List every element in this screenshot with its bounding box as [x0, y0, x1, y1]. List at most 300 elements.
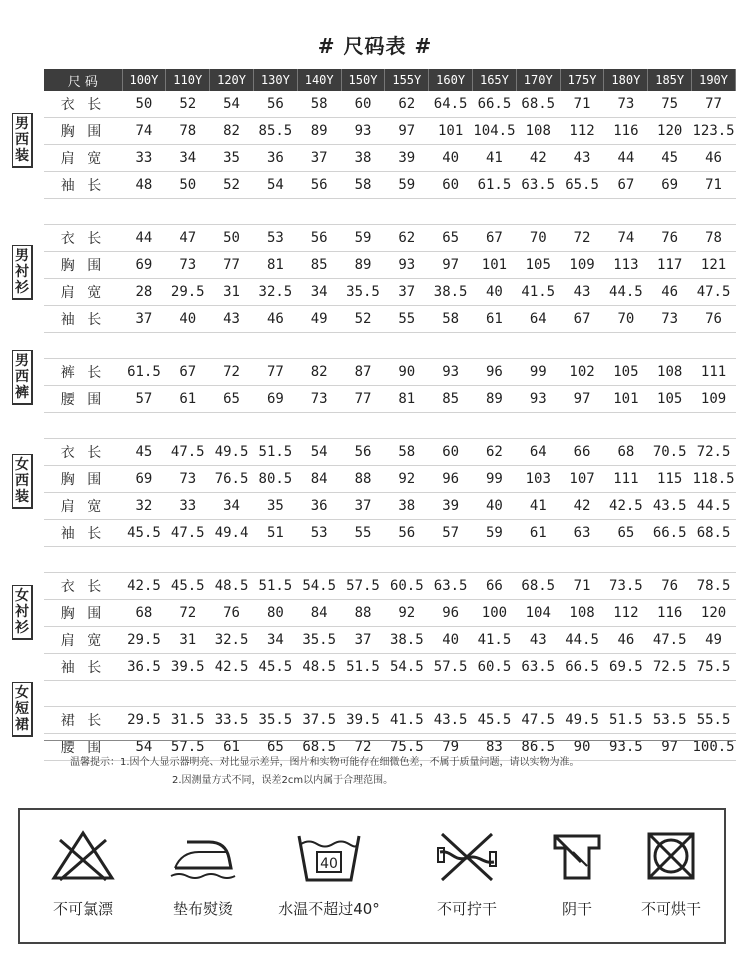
- wash-temperature-number: 40: [320, 856, 338, 872]
- measurement-value: 76: [648, 573, 692, 600]
- measurement-value: 71: [560, 573, 604, 600]
- measurement-value: 80: [253, 600, 297, 627]
- measurement-value: 78: [692, 225, 736, 252]
- measurement-value: 44.5: [560, 627, 604, 654]
- spacer-cell: [648, 681, 692, 707]
- measurement-value: 89: [297, 118, 341, 145]
- measurement-value: 121: [692, 252, 736, 279]
- measurement-value: 74: [604, 225, 648, 252]
- measurement-value: 97: [648, 734, 692, 761]
- measurement-value: 73: [297, 386, 341, 413]
- measurement-value: 41.5: [516, 279, 560, 306]
- measurement-value: 56: [385, 520, 429, 547]
- measurement-value: 73: [604, 91, 648, 118]
- measurement-value: 72: [210, 359, 254, 386]
- measurement-label: 衣 长: [44, 439, 122, 466]
- measurement-value: 48.5: [210, 573, 254, 600]
- measurement-value: 39: [429, 493, 473, 520]
- measurement-value: 37: [341, 627, 385, 654]
- measurement-label: 袖 长: [44, 306, 122, 333]
- measurement-value: 38.5: [385, 627, 429, 654]
- measurement-value: 29.5: [122, 707, 166, 734]
- measurement-value: 53: [253, 225, 297, 252]
- measurement-value: 96: [473, 359, 517, 386]
- measurement-label: 腰 围: [44, 386, 122, 413]
- spacer-cell: [473, 413, 517, 439]
- measurement-value: 67: [473, 225, 517, 252]
- header-cell: 170Y: [516, 69, 560, 91]
- measurement-value: 78: [166, 118, 210, 145]
- measurement-value: 44.5: [604, 279, 648, 306]
- measurement-value: 34: [166, 145, 210, 172]
- measurement-label: 肩 宽: [44, 493, 122, 520]
- header-cell: 130Y: [253, 69, 297, 91]
- spacer-cell: [341, 199, 385, 225]
- measurement-value: 60: [341, 91, 385, 118]
- measurement-value: 34: [253, 627, 297, 654]
- measurement-value: 38: [385, 493, 429, 520]
- spacer-cell: [122, 333, 166, 359]
- spacer-cell: [44, 199, 122, 225]
- header-cell: 100Y: [122, 69, 166, 91]
- measurement-value: 75.5: [385, 734, 429, 761]
- measurement-value: 43: [210, 306, 254, 333]
- measurement-value: 44: [122, 225, 166, 252]
- measurement-value: 116: [604, 118, 648, 145]
- measurement-value: 76.5: [210, 466, 254, 493]
- measurement-value: 28: [122, 279, 166, 306]
- measurement-label: 肩 宽: [44, 145, 122, 172]
- spacer-cell: [297, 681, 341, 707]
- measurement-value: 71: [560, 91, 604, 118]
- measurement-value: 51.5: [604, 707, 648, 734]
- header-cell: 150Y: [341, 69, 385, 91]
- category-label: 男西裤: [12, 350, 33, 405]
- measurement-label: 袖 长: [44, 654, 122, 681]
- iron-with-cloth-icon: [165, 828, 241, 884]
- spacer-cell: [516, 199, 560, 225]
- measurement-value: 61: [516, 520, 560, 547]
- measurement-label: 胸 围: [44, 600, 122, 627]
- measurement-value: 117: [648, 252, 692, 279]
- spacer-cell: [253, 333, 297, 359]
- header-cell: 175Y: [560, 69, 604, 91]
- measurement-value: 34: [210, 493, 254, 520]
- measurement-value: 54: [122, 734, 166, 761]
- spacer-cell: [122, 199, 166, 225]
- measurement-value: 90: [560, 734, 604, 761]
- measurement-value: 71: [692, 172, 736, 199]
- spacer-cell: [473, 333, 517, 359]
- category-label: 男西装: [12, 113, 33, 168]
- spacer-cell: [166, 199, 210, 225]
- measurement-value: 102: [560, 359, 604, 386]
- measurement-value: 64: [516, 306, 560, 333]
- measurement-value: 69: [122, 466, 166, 493]
- measurement-value: 116: [648, 600, 692, 627]
- measurement-value: 54: [210, 91, 254, 118]
- group-spacer-row: [44, 681, 736, 707]
- spacer-cell: [648, 413, 692, 439]
- measurement-value: 53: [297, 520, 341, 547]
- group-spacer-row: [44, 413, 736, 439]
- measurement-value: 59: [385, 172, 429, 199]
- measurement-value: 47: [166, 225, 210, 252]
- measurement-value: 108: [648, 359, 692, 386]
- measurement-value: 67: [166, 359, 210, 386]
- measurement-value: 73.5: [604, 573, 648, 600]
- table-bottom-rule: [44, 740, 736, 741]
- measurement-value: 46: [604, 627, 648, 654]
- measurement-value: 73: [648, 306, 692, 333]
- measurement-value: 45: [648, 145, 692, 172]
- measurement-value: 93: [341, 118, 385, 145]
- measurement-value: 33.5: [210, 707, 254, 734]
- care-label: 不可烘干: [640, 900, 701, 918]
- spacer-cell: [604, 547, 648, 573]
- measurement-value: 105: [604, 359, 648, 386]
- measurement-value: 72: [560, 225, 604, 252]
- spacer-cell: [560, 413, 604, 439]
- measurement-value: 58: [297, 91, 341, 118]
- spacer-cell: [297, 199, 341, 225]
- table-row: [44, 172, 736, 199]
- measurement-value: 32.5: [253, 279, 297, 306]
- measurement-value: 47.5: [648, 627, 692, 654]
- measurement-value: 57: [429, 520, 473, 547]
- measurement-value: 93: [429, 359, 473, 386]
- measurement-value: 52: [341, 306, 385, 333]
- spacer-cell: [210, 333, 254, 359]
- table-row: [44, 91, 736, 118]
- measurement-value: 69: [648, 172, 692, 199]
- measurement-value: 82: [297, 359, 341, 386]
- measurement-value: 55.5: [692, 707, 736, 734]
- table-row: [44, 306, 736, 333]
- measurement-value: 43: [560, 279, 604, 306]
- measurement-value: 61.5: [473, 172, 517, 199]
- measurement-value: 77: [210, 252, 254, 279]
- measurement-value: 81: [253, 252, 297, 279]
- spacer-cell: [560, 547, 604, 573]
- measurement-value: 68.5: [692, 520, 736, 547]
- table-row: [44, 118, 736, 145]
- measurement-value: 97: [385, 118, 429, 145]
- measurement-value: 54.5: [297, 573, 341, 600]
- group-spacer-row: [44, 547, 736, 573]
- measurement-value: 50: [166, 172, 210, 199]
- measurement-value: 54.5: [385, 654, 429, 681]
- measurement-label: 衣 长: [44, 225, 122, 252]
- measurement-value: 123.5: [692, 118, 736, 145]
- measurement-label: 衣 长: [44, 91, 122, 118]
- spacer-cell: [429, 333, 473, 359]
- measurement-value: 59: [473, 520, 517, 547]
- header-cell: 140Y: [297, 69, 341, 91]
- measurement-value: 72: [341, 734, 385, 761]
- measurement-value: 60: [429, 172, 473, 199]
- measurement-value: 65.5: [560, 172, 604, 199]
- table-row: [44, 654, 736, 681]
- measurement-value: 105: [516, 252, 560, 279]
- spacer-cell: [44, 413, 122, 439]
- table-row: [44, 359, 736, 386]
- measurement-value: 92: [385, 466, 429, 493]
- measurement-value: 43: [560, 145, 604, 172]
- measurement-value: 46: [648, 279, 692, 306]
- shade-dry-icon: [547, 828, 607, 884]
- table-row: [44, 466, 736, 493]
- spacer-cell: [253, 681, 297, 707]
- measurement-value: 39.5: [341, 707, 385, 734]
- spacer-cell: [385, 681, 429, 707]
- measurement-value: 39.5: [166, 654, 210, 681]
- spacer-cell: [516, 333, 560, 359]
- table-row: [44, 573, 736, 600]
- header-cell: 120Y: [210, 69, 254, 91]
- measurement-value: 47.5: [516, 707, 560, 734]
- measurement-value: 50: [210, 225, 254, 252]
- measurement-value: 66.5: [648, 520, 692, 547]
- measurement-value: 101: [429, 118, 473, 145]
- measurement-value: 46: [253, 306, 297, 333]
- measurement-value: 74: [122, 118, 166, 145]
- measurement-value: 115: [648, 466, 692, 493]
- measurement-value: 62: [385, 91, 429, 118]
- measurement-value: 50: [122, 91, 166, 118]
- measurement-value: 31.5: [166, 707, 210, 734]
- measurement-value: 60.5: [385, 573, 429, 600]
- spacer-cell: [429, 413, 473, 439]
- measurement-value: 92: [385, 600, 429, 627]
- measurement-value: 83: [473, 734, 517, 761]
- measurement-value: 31: [210, 279, 254, 306]
- measurement-value: 59: [341, 225, 385, 252]
- measurement-value: 49: [692, 627, 736, 654]
- measurement-value: 55: [341, 520, 385, 547]
- measurement-value: 43.5: [648, 493, 692, 520]
- measurement-value: 65: [253, 734, 297, 761]
- measurement-value: 89: [473, 386, 517, 413]
- spacer-cell: [385, 333, 429, 359]
- measurement-value: 51: [253, 520, 297, 547]
- measurement-value: 72.5: [692, 439, 736, 466]
- measurement-value: 63.5: [516, 172, 560, 199]
- measurement-value: 33: [122, 145, 166, 172]
- category-label: 女西装: [12, 454, 33, 509]
- spacer-cell: [166, 413, 210, 439]
- measurement-value: 112: [560, 118, 604, 145]
- measurement-value: 47.5: [692, 279, 736, 306]
- measurement-value: 70: [604, 306, 648, 333]
- measurement-value: 66: [473, 573, 517, 600]
- measurement-value: 39: [385, 145, 429, 172]
- measurement-value: 37: [385, 279, 429, 306]
- measurement-value: 68: [122, 600, 166, 627]
- measurement-value: 42: [516, 145, 560, 172]
- measurement-value: 45: [122, 439, 166, 466]
- category-label: 女短裙: [12, 682, 33, 737]
- care-label: 不可氯漂: [52, 900, 113, 918]
- measurement-value: 62: [473, 439, 517, 466]
- measurement-value: 65: [429, 225, 473, 252]
- page-title: # 尺码表 #: [317, 34, 433, 58]
- category-label: 女衬衫: [12, 585, 33, 640]
- measurement-value: 49.5: [210, 439, 254, 466]
- measurement-value: 56: [341, 439, 385, 466]
- spacer-cell: [604, 333, 648, 359]
- spacer-cell: [604, 413, 648, 439]
- spacer-cell: [210, 547, 254, 573]
- measurement-value: 61: [166, 386, 210, 413]
- spacer-cell: [429, 547, 473, 573]
- measurement-value: 60.5: [473, 654, 517, 681]
- measurement-value: 101: [604, 386, 648, 413]
- measurement-value: 108: [516, 118, 560, 145]
- spacer-cell: [297, 333, 341, 359]
- care-label: 不可拧干: [436, 900, 497, 918]
- measurement-value: 109: [560, 252, 604, 279]
- measurement-value: 107: [560, 466, 604, 493]
- measurement-value: 120: [692, 600, 736, 627]
- spacer-cell: [341, 333, 385, 359]
- measurement-value: 37: [297, 145, 341, 172]
- care-label: 垫布熨烫: [172, 900, 233, 918]
- measurement-value: 61: [473, 306, 517, 333]
- measurement-value: 66: [560, 439, 604, 466]
- measurement-value: 103: [516, 466, 560, 493]
- notice-line-1: 温馨提示：1.因个人显示器明亮、对比显示差异，图片和实物可能存在细微色差，不属于质量问题，请以实物为准。: [70, 757, 580, 768]
- spacer-cell: [560, 681, 604, 707]
- spacer-cell: [692, 199, 736, 225]
- table-row: [44, 252, 736, 279]
- measurement-value: 35.5: [297, 627, 341, 654]
- measurement-value: 64.5: [429, 91, 473, 118]
- measurement-value: 58: [429, 306, 473, 333]
- spacer-cell: [341, 413, 385, 439]
- spacer-cell: [604, 681, 648, 707]
- measurement-value: 61.5: [122, 359, 166, 386]
- table-row: [44, 520, 736, 547]
- table-row: [44, 493, 736, 520]
- measurement-value: 33: [166, 493, 210, 520]
- spacer-cell: [210, 681, 254, 707]
- spacer-cell: [429, 681, 473, 707]
- measurement-value: 109: [692, 386, 736, 413]
- measurement-value: 113: [604, 252, 648, 279]
- header-cell: 180Y: [604, 69, 648, 91]
- measurement-value: 40: [166, 306, 210, 333]
- measurement-value: 97: [429, 252, 473, 279]
- measurement-value: 57: [122, 386, 166, 413]
- measurement-value: 58: [385, 439, 429, 466]
- category-label: 男衬衫: [12, 245, 33, 300]
- measurement-value: 69: [253, 386, 297, 413]
- spacer-cell: [297, 413, 341, 439]
- table-row: [44, 145, 736, 172]
- measurement-value: 75: [648, 91, 692, 118]
- measurement-value: 66.5: [473, 91, 517, 118]
- spacer-cell: [692, 547, 736, 573]
- wash-40-icon: [291, 828, 367, 884]
- measurement-value: 38: [341, 145, 385, 172]
- notice-line-2: 2.因测量方式不同，误差2cm以内属于合理范围。: [172, 775, 394, 786]
- measurement-label: 袖 长: [44, 520, 122, 547]
- measurement-value: 118.5: [692, 466, 736, 493]
- spacer-cell: [253, 547, 297, 573]
- table-row: [44, 600, 736, 627]
- measurement-value: 76: [210, 600, 254, 627]
- measurement-value: 42.5: [604, 493, 648, 520]
- header-cell: 155Y: [385, 69, 429, 91]
- measurement-value: 46: [692, 145, 736, 172]
- spacer-cell: [473, 547, 517, 573]
- measurement-value: 35.5: [253, 707, 297, 734]
- measurement-value: 96: [429, 466, 473, 493]
- measurement-value: 51.5: [253, 439, 297, 466]
- measurement-value: 72: [166, 600, 210, 627]
- care-label: 阴干: [561, 900, 592, 918]
- measurement-value: 90: [385, 359, 429, 386]
- spacer-cell: [122, 547, 166, 573]
- spacer-cell: [604, 199, 648, 225]
- measurement-value: 84: [297, 466, 341, 493]
- measurement-value: 42.5: [122, 573, 166, 600]
- measurement-value: 63: [560, 520, 604, 547]
- measurement-value: 48: [122, 172, 166, 199]
- measurement-value: 52: [166, 91, 210, 118]
- measurement-value: 41: [473, 145, 517, 172]
- spacer-cell: [560, 333, 604, 359]
- care-instructions-panel: [18, 808, 726, 944]
- measurement-value: 68.5: [516, 91, 560, 118]
- measurement-value: 37: [341, 493, 385, 520]
- header-cell: 160Y: [429, 69, 473, 91]
- spacer-cell: [648, 199, 692, 225]
- measurement-value: 41.5: [473, 627, 517, 654]
- table-row: [44, 279, 736, 306]
- measurement-value: 42.5: [210, 654, 254, 681]
- measurement-value: 111: [604, 466, 648, 493]
- measurement-value: 36.5: [122, 654, 166, 681]
- measurement-label: 胸 围: [44, 252, 122, 279]
- measurement-value: 80.5: [253, 466, 297, 493]
- measurement-value: 51.5: [341, 654, 385, 681]
- measurement-value: 37: [122, 306, 166, 333]
- group-spacer-row: [44, 333, 736, 359]
- table-header-row: [44, 69, 736, 91]
- measurement-value: 104.5: [473, 118, 517, 145]
- measurement-value: 49.4: [210, 520, 254, 547]
- spacer-cell: [253, 413, 297, 439]
- measurement-value: 67: [560, 306, 604, 333]
- measurement-value: 93: [516, 386, 560, 413]
- measurement-value: 44: [604, 145, 648, 172]
- measurement-value: 56: [297, 172, 341, 199]
- measurement-value: 36: [297, 493, 341, 520]
- measurement-value: 64: [516, 439, 560, 466]
- measurement-value: 68.5: [297, 734, 341, 761]
- measurement-value: 82: [210, 118, 254, 145]
- spacer-cell: [516, 547, 560, 573]
- measurement-value: 97: [560, 386, 604, 413]
- measurement-label: 裤 长: [44, 359, 122, 386]
- measurement-value: 37.5: [297, 707, 341, 734]
- measurement-value: 52: [210, 172, 254, 199]
- care-label: 水温不超过40°: [278, 900, 380, 918]
- measurement-value: 63.5: [429, 573, 473, 600]
- measurement-label: 胸 围: [44, 118, 122, 145]
